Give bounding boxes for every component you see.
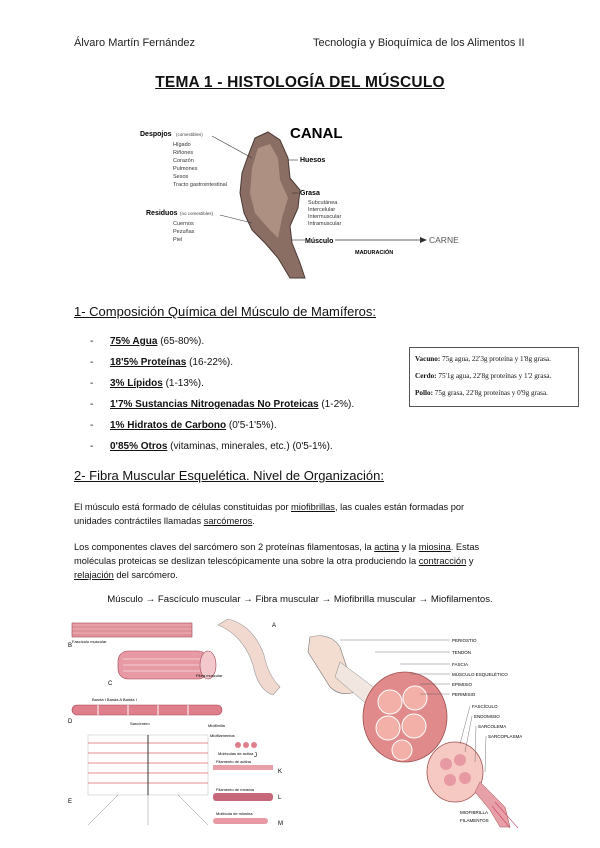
despojos-item: Tracto gastrointestinal xyxy=(173,182,227,188)
label-a: A xyxy=(272,623,277,629)
muscle-hierarchy-figure xyxy=(68,615,290,830)
muscle-section-diagram xyxy=(300,632,522,828)
label-l: L xyxy=(278,795,282,801)
carcass-diagram xyxy=(140,118,460,293)
despojos-item: Hígado xyxy=(173,142,191,148)
box-line-vacuno: Vacuno: 75g agua, 22'3g proteína y 1'8g grasa. xyxy=(415,355,551,363)
sarcomero-label: Sarcómero xyxy=(130,721,150,726)
grasa-label: Grasa xyxy=(300,190,320,197)
label-k: K xyxy=(278,769,283,775)
label-e: E xyxy=(68,799,73,805)
grasa-item: Intercelular xyxy=(308,207,336,213)
miofibrilla-label: Miofibrilla xyxy=(208,723,225,728)
mol-actina-label: Moléculas de actina xyxy=(218,751,254,756)
composition-box xyxy=(409,347,579,407)
huesos-label: Huesos xyxy=(300,157,326,164)
maduracion-label: MADURACIÓN xyxy=(355,250,394,256)
musculo-label: Músculo xyxy=(305,238,334,245)
residuos-note: (no comestibles) xyxy=(180,211,214,216)
residuos-label: Residuos xyxy=(146,210,178,217)
organization-chain: Músculo → Fascículo muscular → Fibra muscular → Miofibrilla muscular → Miofilamentos. xyxy=(107,594,493,605)
bullet-bold: 0'85% Otros xyxy=(110,441,168,452)
bullet-rest: (1-2%). xyxy=(318,399,355,410)
label-sarcoplasma: SARCOPLASMA xyxy=(488,734,522,739)
label-musculo-esqueletico: MÚSCULO ESQUELÉTICO xyxy=(452,672,508,677)
page-title: TEMA 1 - HISTOLOGÍA DEL MÚSCULO xyxy=(155,74,445,91)
section2-heading: 2- Fibra Muscular Esquelética. Nivel de Organización: xyxy=(74,468,384,483)
label-periostio: PERIOSTIO xyxy=(452,638,477,643)
label-fasciculo: FASCÍCULO xyxy=(472,704,498,709)
miofilamentos-label: Miofilamentos xyxy=(210,733,235,738)
fil-actina-label: Filamento de actina xyxy=(216,759,251,764)
label-c: C xyxy=(108,681,113,687)
box-line-pollo: Pollo: 75g grasa, 22'8g proteínas y 0'9g grasa. xyxy=(415,389,548,397)
label-epimisio: EPIMISIO xyxy=(452,682,473,687)
header-course: Tecnología y Bioquímica de los Alimentos II xyxy=(313,37,525,49)
bullet-rest: (vitaminas, minerales, etc.) (0'5-1%). xyxy=(167,441,333,452)
despojos-note: (comestibles) xyxy=(176,132,203,137)
bandas-label: Banda I Banda A Banda I xyxy=(92,697,137,702)
residuos-item: Piel xyxy=(173,237,183,243)
bullet-bold: 75% Agua xyxy=(110,336,158,347)
bullet-rest: (65-80%). xyxy=(157,336,205,347)
label-miofibrilla: MIOFIBRILLA xyxy=(460,810,489,815)
label-perimisio: PERIMISIO xyxy=(452,692,476,697)
grasa-item: Subcutánea xyxy=(308,200,338,206)
label-sarcolema: SARCOLEMA xyxy=(478,724,507,729)
label-j: J xyxy=(254,753,257,759)
muscle-section-figure xyxy=(300,632,522,828)
label-endomisio: ENDOMISIO xyxy=(474,714,500,719)
label-tendon: TENDÓN xyxy=(452,650,471,655)
canal-label: CANAL xyxy=(290,125,343,142)
fibra-label: Fibra muscular xyxy=(196,673,223,678)
paragraph-1: El músculo está formado de células constituidas por miofibrillas, las cuales están formadas por unidades contráctiles llamadas sarcómeros. xyxy=(74,502,465,526)
residuos-item: Cuernos xyxy=(173,221,194,227)
bullet-bold: 18'5% Proteínas xyxy=(110,357,187,368)
carcass-figure xyxy=(140,118,460,293)
paragraph-2: Los componentes claves del sarcómero son 2 proteínas filamentosas, la actina y la miosina. Estas moléculas proteicas se deslizan telescópicamente una sobre la otra produciendo la contracción y relajación del sarcómero. xyxy=(74,542,480,580)
bullet-rest: (16-22%). xyxy=(186,357,233,368)
fil-miosina-label: Filamento de miosina xyxy=(216,787,255,792)
bullet-bold: 1'7% Sustancias Nitrogenadas No Proteicas xyxy=(110,399,319,410)
label-fascia: FASCIA xyxy=(452,662,469,667)
residuos-item: Pezuñas xyxy=(173,229,195,235)
despojos-item: Pulmones xyxy=(173,166,198,172)
grasa-item: Intermuscular xyxy=(308,214,342,220)
fasciculo-label: Fascículo muscular xyxy=(72,639,107,644)
bullet-rest: (0'5-1'5%). xyxy=(226,420,277,431)
despojos-item: Riñones xyxy=(173,150,194,156)
bullet-bold: 1% Hidratos de Carbono xyxy=(110,420,227,431)
label-filamentos: FILAMENTOS xyxy=(460,818,489,823)
box-line-cerdo: Cerdo: 75'1g agua, 22'8g proteínas y 1'2 grasa. xyxy=(415,372,552,380)
bullet-rest: (1-13%). xyxy=(162,378,204,389)
muscle-hierarchy-diagram xyxy=(68,615,290,830)
label-b: B xyxy=(68,643,73,649)
grasa-item: Intramuscular xyxy=(308,221,342,227)
section1-heading: 1- Composición Química del Músculo de Mamíferos: xyxy=(74,304,377,319)
header-author: Álvaro Martín Fernández xyxy=(74,37,196,49)
label-m: M xyxy=(278,821,283,827)
despojos-item: Corazón xyxy=(173,158,194,164)
despojos-label: Despojos xyxy=(140,131,172,138)
carne-label: CARNE xyxy=(429,235,459,245)
label-d: D xyxy=(68,719,73,725)
despojos-item: Sesos xyxy=(173,174,189,180)
bullet-bold: 3% Lípidos xyxy=(110,378,163,389)
mol-miosina-label: Molécula de miosina xyxy=(216,811,253,816)
